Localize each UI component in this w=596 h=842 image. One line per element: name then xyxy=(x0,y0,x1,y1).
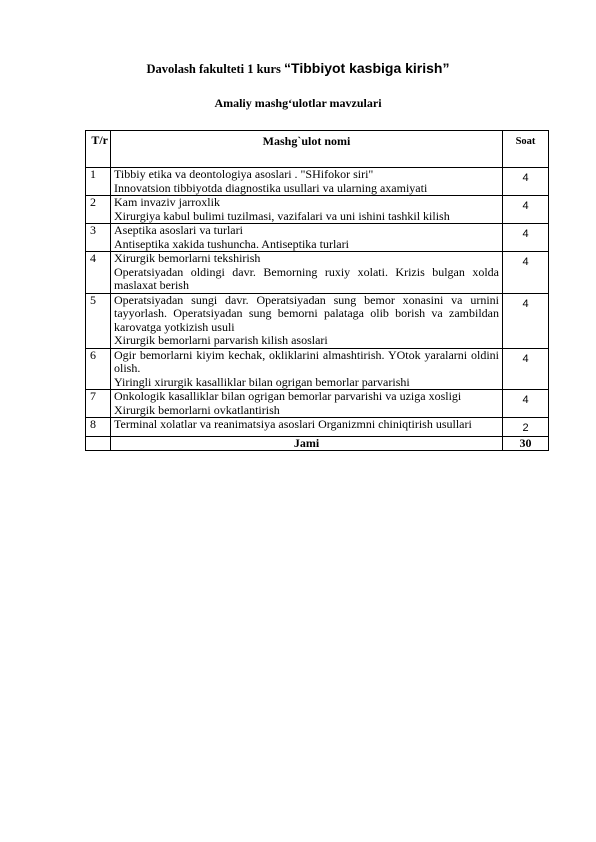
total-hours: 30 xyxy=(503,436,549,451)
table-row xyxy=(86,348,549,390)
topic-cell xyxy=(111,418,503,437)
topic-line: Kam invaziv jarroxlik xyxy=(114,195,220,209)
topic-cell xyxy=(111,168,503,196)
hours-cell: 4 xyxy=(503,168,549,196)
topic-line: Tibbiy etika va deontologiya asoslari . "SHifokor siri" xyxy=(114,167,374,181)
topic-cell xyxy=(111,252,503,294)
table-row xyxy=(86,418,549,437)
hours-cell: 2 xyxy=(503,418,549,437)
table-row xyxy=(86,293,549,348)
hours-cell: 4 xyxy=(503,348,549,390)
topic-line: Operatsiyadan oldingi davr. Bemorning ruxiy xolati. Krizis bulgan xolda maslaxat berish xyxy=(114,264,499,292)
table-header-row xyxy=(86,131,549,168)
total-empty-cell xyxy=(86,436,111,451)
table-row xyxy=(86,252,549,294)
hours-cell: 4 xyxy=(503,196,549,224)
column-header-name: Mashg`ulot nomi xyxy=(111,131,503,168)
table-row xyxy=(86,390,549,418)
row-number: 1 xyxy=(86,168,111,196)
column-header-number: T/r xyxy=(86,131,111,168)
topic-line: Antiseptika xakida tushuncha. Antiseptika turlari xyxy=(114,236,349,251)
topics-table xyxy=(85,130,549,451)
topic-line: Terminal xolatlar va reanimatsiya asoslari Organizmni chiniqtirish usullari xyxy=(114,417,472,431)
row-number: 4 xyxy=(86,252,111,294)
row-number: 2 xyxy=(86,196,111,224)
column-header-hours: Soat xyxy=(503,131,549,168)
topic-line: Ogir bemorlarni kiyim kechak, okliklarini almashtirish. YOtok yaralarni oldini olish. xyxy=(114,347,499,375)
topic-line: Yiringli xirurgik kasalliklar bilan ogrigan bemorlar parvarishi xyxy=(114,374,410,389)
table-row xyxy=(86,168,549,196)
course-name: “Tibbiyot kasbiga kirish” xyxy=(284,60,450,76)
hours-cell: 4 xyxy=(503,390,549,418)
topic-cell xyxy=(111,224,503,252)
topic-line: Innovatsion tibbiyotda diagnostika usullari va ularning axamiyati xyxy=(114,180,428,195)
total-row xyxy=(86,436,549,451)
table-row xyxy=(86,196,549,224)
topic-cell xyxy=(111,293,503,348)
topic-line: Aseptika asoslari va turlari xyxy=(114,223,243,237)
page-title xyxy=(0,60,596,77)
topic-line: Xirurgik bemorlarni parvarish kilish asoslari xyxy=(114,333,328,347)
topic-line: Onkologik kasalliklar bilan ogrigan bemorlar parvarishi va uziga xosligi xyxy=(114,389,462,403)
topic-cell xyxy=(111,390,503,418)
topic-line: Xirurgiya kabul bulimi tuzilmasi, vazifalari va uni ishini tashkil kilish xyxy=(114,208,450,223)
title-prefix: Davolash fakulteti 1 kurs xyxy=(146,62,285,76)
row-number: 5 xyxy=(86,293,111,348)
hours-cell: 4 xyxy=(503,224,549,252)
hours-cell: 4 xyxy=(503,293,549,348)
table-row xyxy=(86,224,549,252)
page-subtitle: Amaliy mashg‘ulotlar mavzulari xyxy=(214,96,382,110)
hours-cell: 4 xyxy=(503,252,549,294)
row-number: 8 xyxy=(86,418,111,437)
row-number: 3 xyxy=(86,224,111,252)
topic-cell xyxy=(111,348,503,390)
topic-line: Operatsiyadan sungi davr. Operatsiyadan sung bemor xonasini va urnini tayyorlash. Operatsiyadan sung bemorni palataga olib borish va zambildan karovatga yotkizish usuli xyxy=(114,292,499,334)
topic-line: Xirurgik bemorlarni tekshirish xyxy=(114,251,261,265)
row-number: 7 xyxy=(86,390,111,418)
topic-cell xyxy=(111,196,503,224)
row-number: 6 xyxy=(86,348,111,390)
topic-line: Xirurgik bemorlarni ovkatlantirish xyxy=(114,402,280,417)
total-label: Jami xyxy=(111,436,503,451)
